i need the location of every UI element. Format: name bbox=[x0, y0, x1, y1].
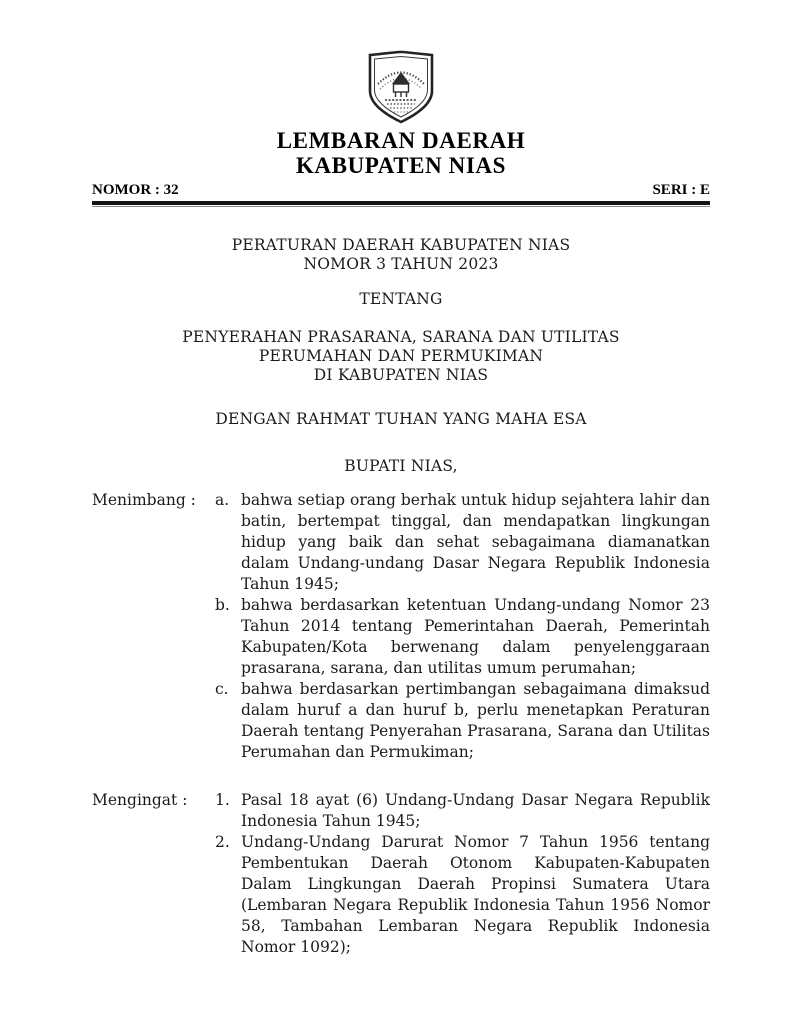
regulation-title-line1: PERATURAN DAERAH KABUPATEN NIAS bbox=[231, 236, 571, 254]
mengingat-item-2 bbox=[92, 832, 710, 958]
nomor-label: NOMOR : 32 bbox=[92, 182, 179, 198]
mengingat-section bbox=[92, 790, 710, 958]
subject-line3: DI KABUPATEN NIAS bbox=[313, 366, 489, 384]
item-marker: b. bbox=[215, 596, 230, 614]
menimbang-item-c bbox=[92, 679, 710, 763]
masthead-title-line1: LEMBARAN DAERAH bbox=[276, 128, 526, 153]
item-marker: c. bbox=[215, 680, 229, 698]
item-text: Undang-Undang Darurat Nomor 7 Tahun 1956 tentang Pembentukan Daerah Otonom Kabupaten-Kabupaten Dalam Lingkungan Daerah Propinsi Sumatera Utara (Lembaran Negara Republik Indonesia Tahun 1956 Nomor 58, Tambahan Lembaran Negara Republik Indonesia Nomor 1092); bbox=[241, 833, 710, 956]
invocation-line: DENGAN RAHMAT TUHAN YANG MAHA ESA bbox=[215, 410, 587, 428]
subject-line1: PENYERAHAN PRASARANA, SARANA DAN UTILITAS bbox=[182, 328, 620, 346]
masthead-divider-thick bbox=[92, 201, 710, 205]
menimbang-item-b bbox=[92, 595, 710, 679]
item-marker: 2. bbox=[215, 833, 230, 851]
item-marker: a. bbox=[215, 491, 230, 509]
menimbang-section bbox=[92, 490, 710, 763]
masthead bbox=[92, 48, 710, 178]
coat-of-arms-icon bbox=[363, 48, 439, 126]
regulation-title-line2: NOMOR 3 TAHUN 2023 bbox=[303, 255, 499, 273]
item-marker: 1. bbox=[215, 791, 230, 809]
subject-line2: PERUMAHAN DAN PERMUKIMAN bbox=[258, 347, 544, 365]
masthead-title-line2: KABUPATEN NIAS bbox=[295, 153, 507, 178]
official-line: BUPATI NIAS, bbox=[344, 457, 458, 475]
seri-label: SERI : E bbox=[652, 182, 710, 198]
mengingat-item-1 bbox=[92, 790, 710, 832]
masthead-divider-thin bbox=[92, 206, 710, 207]
title-block bbox=[92, 236, 710, 476]
item-text: bahwa berdasarkan ketentuan Undang-undang Nomor 23 Tahun 2014 tentang Pemerintahan Daerah, Pemerintah Kabupaten/Kota berwenang dalam penyelenggaraan prasarana, sarana, dan utilitas umum perumahan; bbox=[241, 596, 710, 677]
item-text: bahwa setiap orang berhak untuk hidup sejahtera lahir dan batin, bertempat tinggal, dan mendapatkan lingkungan hidup yang baik dan sehat sebagaimana diamanatkan dalam Undang-undang Dasar Negara Republik Indonesia Tahun 1945; bbox=[241, 491, 710, 593]
item-text: bahwa berdasarkan pertimbangan sebagaimana dimaksud dalam huruf a dan huruf b, perlu menetapkan Peraturan Daerah tentang Penyerahan Prasarana, Sarana dan Utilitas Perumahan dan Permukiman; bbox=[241, 680, 710, 761]
item-text: Pasal 18 ayat (6) Undang-Undang Dasar Negara Republik Indonesia Tahun 1945; bbox=[241, 791, 710, 830]
menimbang-label: Menimbang : bbox=[92, 491, 196, 509]
menimbang-item-a bbox=[92, 490, 710, 595]
masthead-meta-row bbox=[92, 182, 710, 199]
mengingat-label: Mengingat : bbox=[92, 791, 188, 809]
tentang-label: TENTANG bbox=[359, 290, 443, 308]
